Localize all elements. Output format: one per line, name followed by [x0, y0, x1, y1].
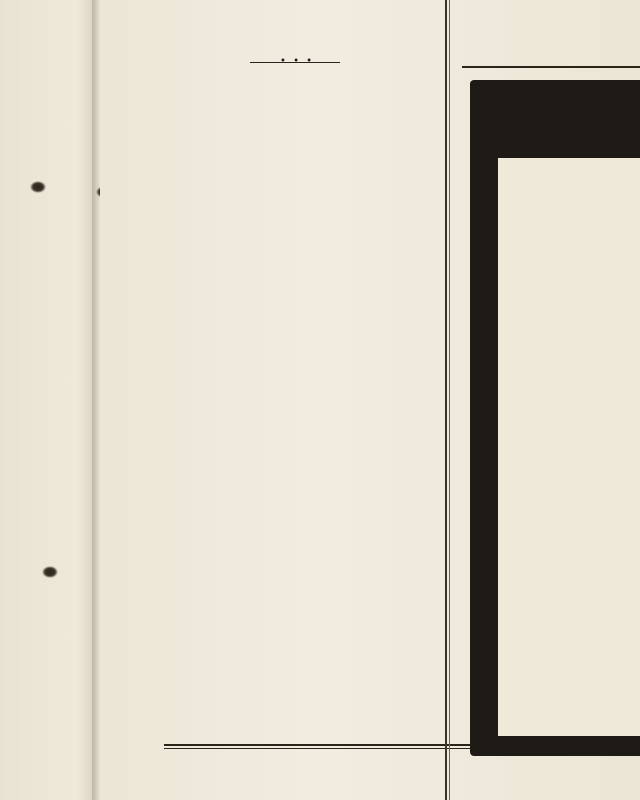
separator-ornament: • • •	[280, 56, 315, 67]
column-rule	[449, 0, 450, 800]
left-page	[0, 0, 96, 800]
section-rule	[164, 748, 484, 749]
right-column-rule	[462, 66, 640, 68]
column-rule	[445, 0, 447, 800]
page-gutter	[92, 0, 100, 800]
binding-hole	[42, 566, 58, 578]
binding-hole	[30, 181, 46, 193]
ad-text-panel	[498, 158, 640, 736]
ad-title	[490, 86, 496, 126]
section-rule	[164, 744, 484, 746]
